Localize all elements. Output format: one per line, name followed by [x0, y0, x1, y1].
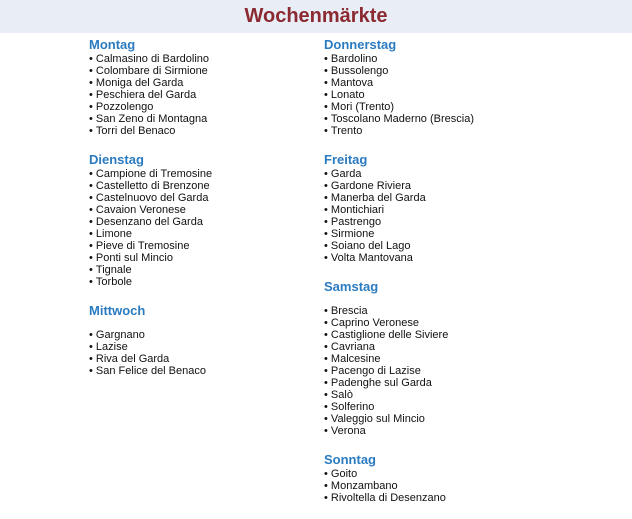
- list-item: • San Zeno di Montagna: [89, 113, 329, 125]
- list-item: • Toscolano Maderno (Brescia): [324, 113, 564, 125]
- town-list-sonntag: [324, 468, 564, 504]
- list-item: • Castiglione delle Siviere: [324, 329, 564, 341]
- list-item: • Verona: [324, 425, 564, 437]
- list-item: • Desenzano del Garda: [89, 216, 329, 228]
- list-item: • Campione di Tremosine: [89, 168, 329, 180]
- list-item: • Pieve di Tremosine: [89, 240, 329, 252]
- list-item: • Padenghe sul Garda: [324, 377, 564, 389]
- list-item: • Cavaion Veronese: [89, 204, 329, 216]
- day-heading-dienstag: Dienstag: [89, 152, 144, 167]
- list-item: • Monzambano: [324, 480, 564, 492]
- list-item: • Trento: [324, 125, 564, 137]
- list-item: • Castelletto di Brenzone: [89, 180, 329, 192]
- list-item: • Pacengo di Lazise: [324, 365, 564, 377]
- list-item: • Limone: [89, 228, 329, 240]
- list-item: • Solferino: [324, 401, 564, 413]
- list-item: • Pastrengo: [324, 216, 564, 228]
- list-item: • Riva del Garda: [89, 353, 329, 365]
- list-item: • Castelnuovo del Garda: [89, 192, 329, 204]
- list-item: • Lazise: [89, 341, 329, 353]
- page-title: Wochenmärkte: [244, 5, 388, 27]
- town-list-freitag: [324, 168, 564, 264]
- list-item: • Bussolengo: [324, 65, 564, 77]
- list-item: • Peschiera del Garda: [89, 89, 329, 101]
- list-item: • Bardolino: [324, 53, 564, 65]
- list-item: • Lonato: [324, 89, 564, 101]
- list-item: • Soiano del Lago: [324, 240, 564, 252]
- town-list-montag: [89, 53, 329, 137]
- list-item: • Tignale: [89, 264, 329, 276]
- list-item: • Gardone Riviera: [324, 180, 564, 192]
- list-item: • Malcesine: [324, 353, 564, 365]
- left-column: [89, 37, 329, 392]
- list-item: • Mori (Trento): [324, 101, 564, 113]
- list-item: • Salò: [324, 389, 564, 401]
- list-item: • Manerba del Garda: [324, 192, 564, 204]
- list-item: • Cavriana: [324, 341, 564, 353]
- day-heading-mittwoch: Mittwoch: [89, 303, 146, 318]
- list-item: • Pozzolengo: [89, 101, 329, 113]
- day-heading-samstag: Samstag: [324, 279, 379, 294]
- list-item: • Goito: [324, 468, 564, 480]
- day-heading-freitag: Freitag: [324, 152, 368, 167]
- day-heading-donnerstag: Donnerstag: [324, 37, 397, 52]
- list-item: • Sirmione: [324, 228, 564, 240]
- list-item: • Caprino Veronese: [324, 317, 564, 329]
- title-bar: [0, 0, 632, 33]
- list-item: • Gargnano: [89, 329, 329, 341]
- list-item: • Mantova: [324, 77, 564, 89]
- list-item: • Volta Mantovana: [324, 252, 564, 264]
- town-list-donnerstag: [324, 53, 564, 137]
- day-heading-sonntag: Sonntag: [324, 452, 376, 467]
- list-item: • Valeggio sul Mincio: [324, 413, 564, 425]
- list-item: • Torbole: [89, 276, 329, 288]
- list-item: • Moniga del Garda: [89, 77, 329, 89]
- list-item: • Torri del Benaco: [89, 125, 329, 137]
- town-list-samstag: [324, 305, 564, 437]
- town-list-mittwoch: [89, 329, 329, 377]
- list-item: • San Felice del Benaco: [89, 365, 329, 377]
- town-list-dienstag: [89, 168, 329, 288]
- day-heading-montag: Montag: [89, 37, 136, 52]
- list-item: • Brescia: [324, 305, 564, 317]
- right-column: [324, 37, 564, 519]
- list-item: • Colombare di Sirmione: [89, 65, 329, 77]
- list-item: • Ponti sul Mincio: [89, 252, 329, 264]
- list-item: • Rivoltella di Desenzano: [324, 492, 564, 504]
- list-item: • Calmasino di Bardolino: [89, 53, 329, 65]
- list-item: • Montichiari: [324, 204, 564, 216]
- list-item: • Garda: [324, 168, 564, 180]
